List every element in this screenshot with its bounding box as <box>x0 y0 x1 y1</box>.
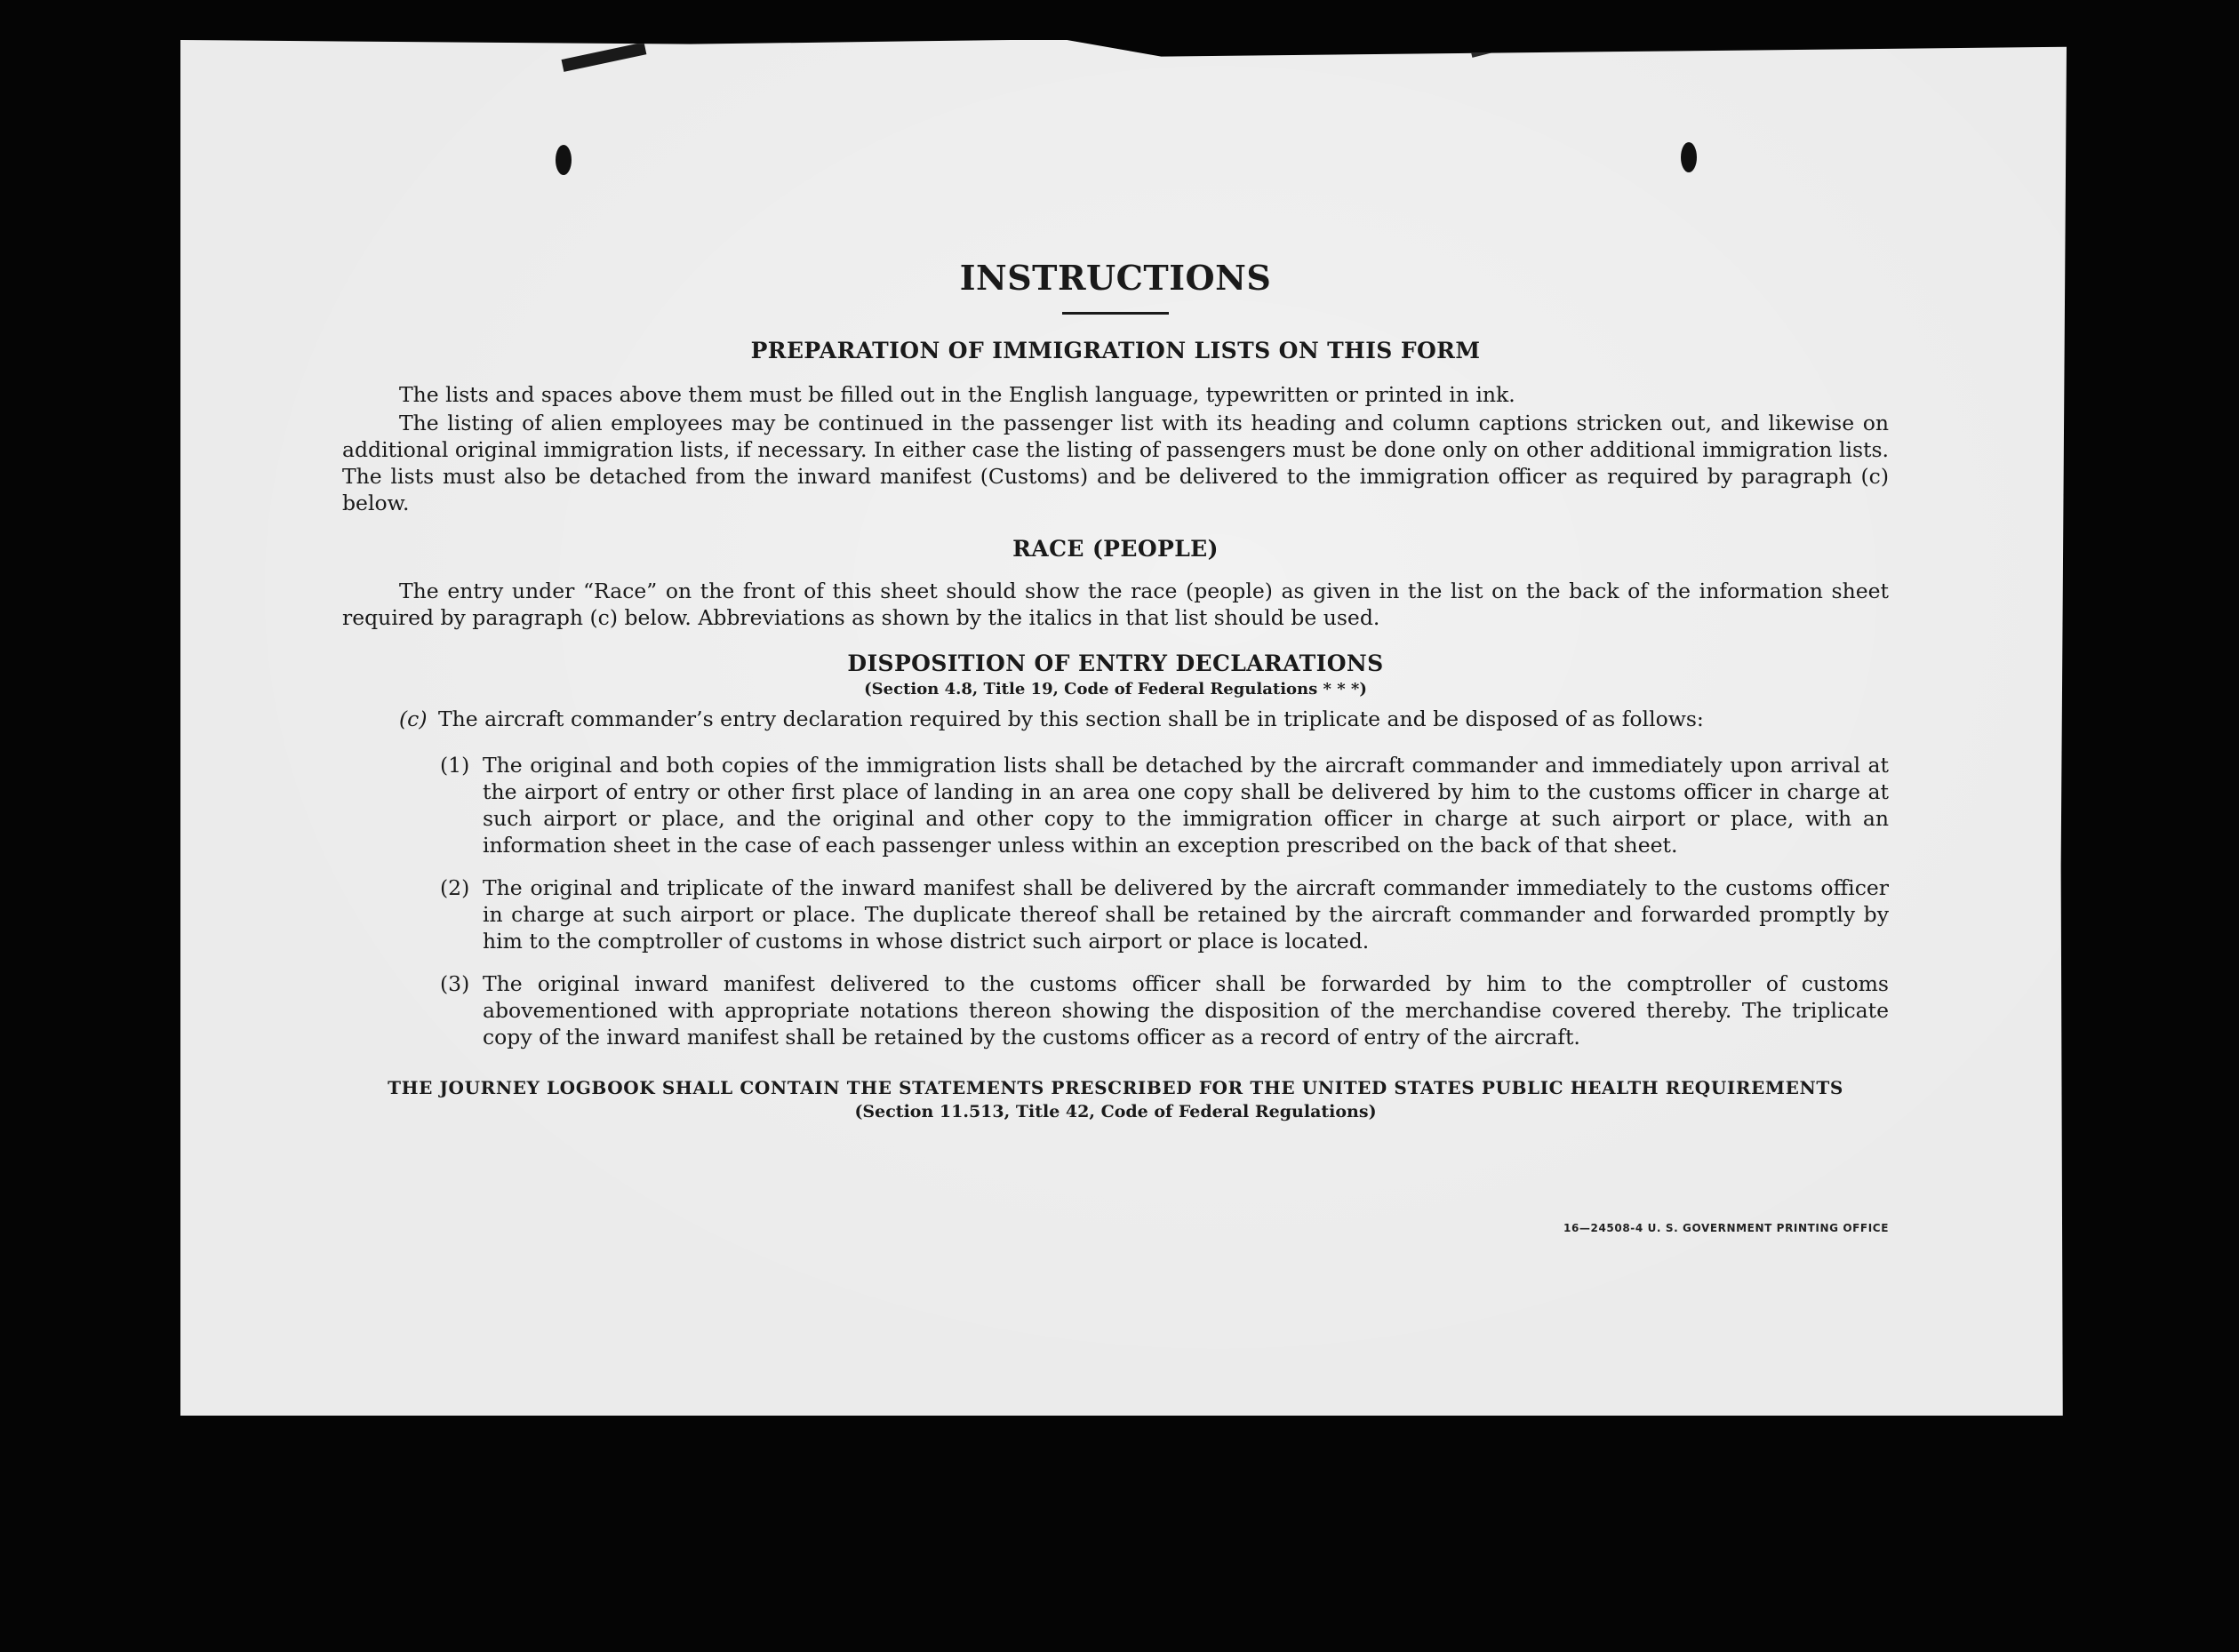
list-item <box>440 752 1889 858</box>
punch-hole-left <box>556 145 572 175</box>
section-heading-preparation: PREPARATION OF IMMIGRATION LISTS ON THIS FORM <box>750 338 1481 363</box>
bleed-through-text <box>500 136 508 163</box>
title-underline <box>1062 312 1169 315</box>
item-text: The original and triplicate of the inward manifest shall be delivered by the aircraft commander immediately to the customs officer in charge at such airport or place. The duplicate thereof shall be retained by the aircraft commander and forwarded promptly by him to the comptroller of customs in whose district such airport or place is located. <box>483 875 1889 954</box>
tape-mark-left <box>562 42 647 71</box>
clause-c-label: (c) <box>399 706 428 731</box>
item-text: The original inward manifest delivered to the customs officer shall be forwarded by him to the comptroller of customs abovementioned with appropriate notations thereon showing the disposition of the merchandise covered thereby. The triplicate copy of the inward manifest shall be retained by the customs officer as a record of entry of the aircraft. <box>483 971 1889 1049</box>
list-item <box>440 970 1889 1050</box>
item-number: (1) <box>440 753 470 778</box>
page-title: INSTRUCTIONS <box>959 258 1272 298</box>
paragraph-race: The entry under “Race” on the front of this sheet should show the race (people) as given in the list on the back of the information sheet required by paragraph (c) below. Abbreviations as shown by the italics in that list should be used. <box>342 579 1889 630</box>
section-subheading-disposition: (Section 4.8, Title 19, Code of Federal Regulations * * *) <box>864 680 1367 698</box>
list-item <box>440 874 1889 954</box>
paragraph-preparation-1: The lists and spaces above them must be filled out in the English language, typewritten or printed in ink. <box>399 382 1515 407</box>
section-heading-race: RACE (PEOPLE) <box>1012 536 1219 562</box>
paragraph-preparation-2: The listing of alien employees may be continued in the passenger list with its heading and column captions stricken out, and likewise on additional original immigration lists, if necessary. In either case the listing of passengers must be done only on other additional immigration lists. The lists must also be detached from the inward manifest (Customs) and be delivered to the immigration officer as required by paragraph (c) below. <box>342 411 1889 515</box>
footer-subheading: (Section 11.513, Title 42, Code of Federal Regulations) <box>854 1102 1377 1121</box>
clause-c-text: The aircraft commander’s entry declaration required by this section shall be in triplicate and be disposed of as follows: <box>438 706 1704 731</box>
instructions-body <box>342 258 1889 1234</box>
item-text: The original and both copies of the immigration lists shall be detached by the aircraft commander and immediately upon arrival at the airport of entry or other first place of landing in an area one copy shall be delivered by him to the customs officer in charge at such airport or place, and the original and other copy to the immigration officer in charge at such airport or place, with an information sheet in the case of each passenger unless within an exception prescribed on the back of that sheet. <box>483 753 1889 858</box>
section-heading-disposition: DISPOSITION OF ENTRY DECLARATIONS <box>847 650 1384 676</box>
clause-c <box>399 706 1889 732</box>
punch-hole-right <box>1681 142 1697 172</box>
item-number: (2) <box>440 875 470 900</box>
footer-heading: THE JOURNEY LOGBOOK SHALL CONTAIN THE STATEMENTS PRESCRIBED FOR THE UNITED STATES PUBLIC HEALTH REQUIREMENTS <box>388 1077 1843 1098</box>
item-number: (3) <box>440 971 470 996</box>
printing-office-code: 16—24508-4 U. S. GOVERNMENT PRINTING OFFICE <box>1563 1222 1889 1234</box>
